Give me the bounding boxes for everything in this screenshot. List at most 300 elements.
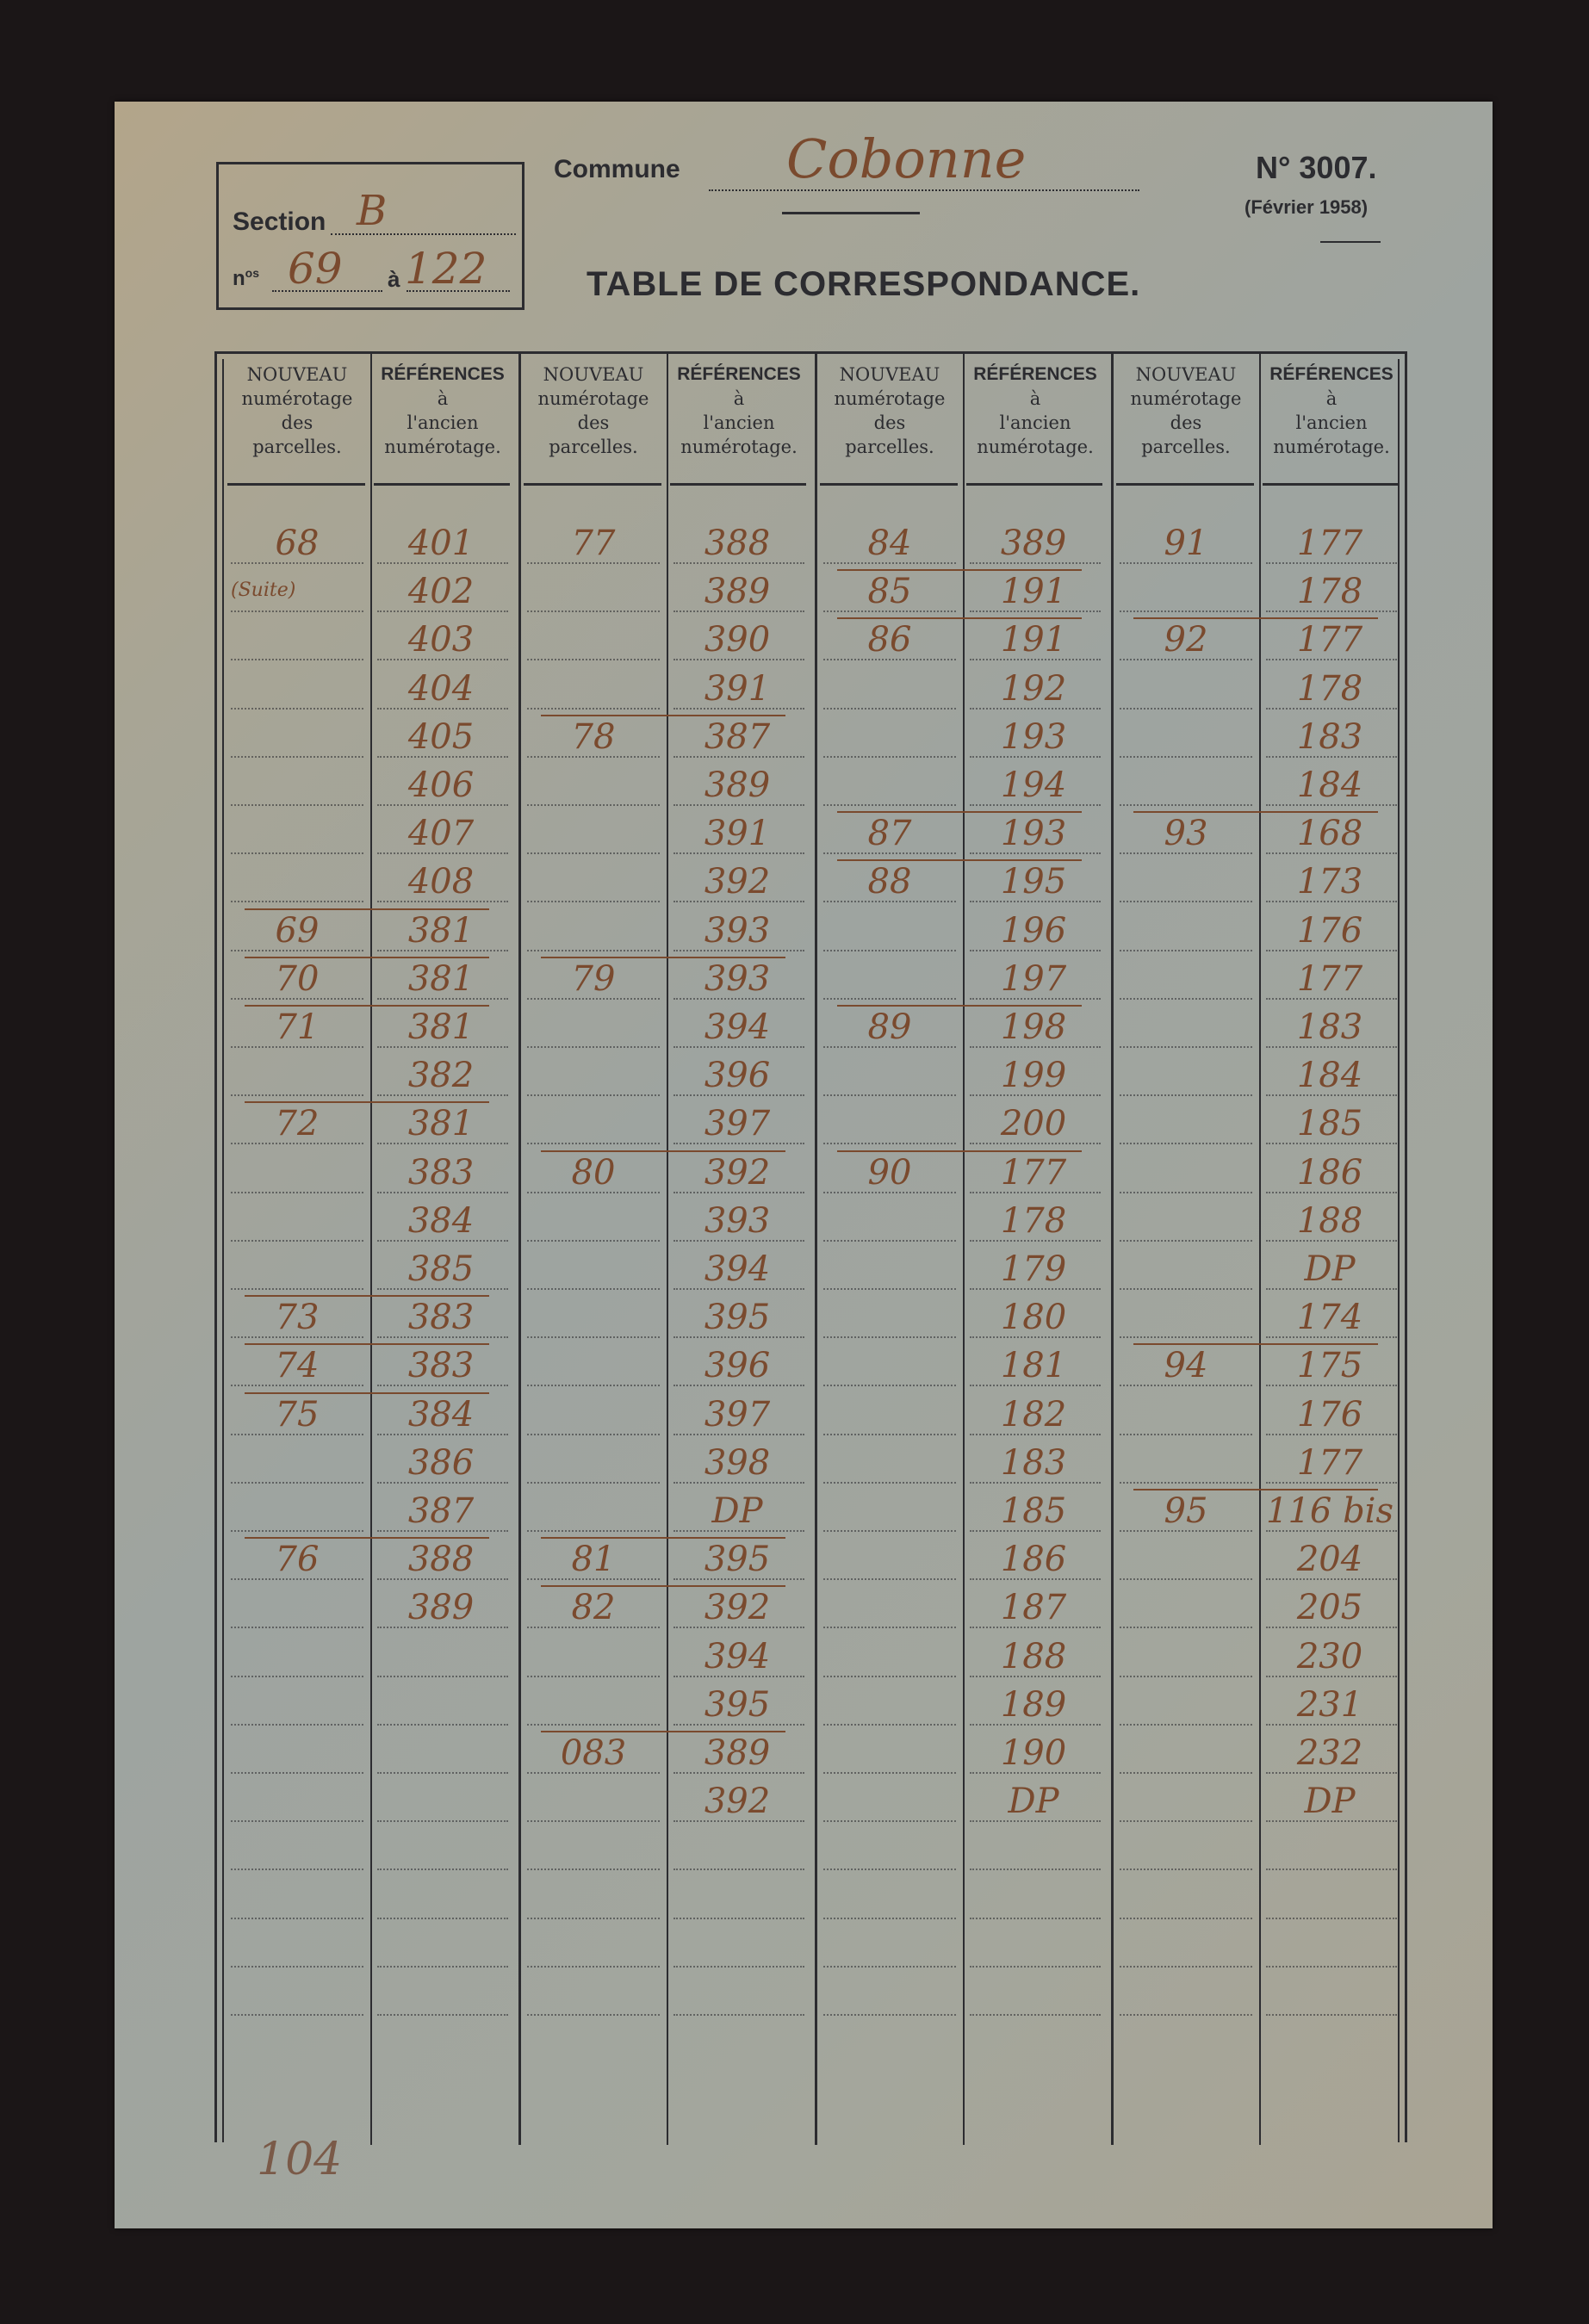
dotted-row-line <box>527 562 660 564</box>
dotted-row-line <box>970 1820 1101 1822</box>
dotted-row-line <box>1266 1966 1397 1968</box>
new-parcel-number: 68 <box>275 524 320 563</box>
dotted-row-line <box>377 659 508 660</box>
old-reference-number: 200 <box>1000 1104 1067 1144</box>
old-reference-number: 389 <box>704 1733 771 1773</box>
dotted-row-line <box>970 1868 1101 1870</box>
header-references-line: numérotage. <box>384 437 501 457</box>
dotted-row-line <box>527 1482 660 1484</box>
old-reference-number: 387 <box>704 716 771 757</box>
dotted-row-line <box>673 852 804 854</box>
old-reference-number: 186 <box>1296 1152 1363 1193</box>
dotted-row-line <box>1266 1336 1397 1338</box>
dotted-row-line <box>970 1482 1101 1484</box>
old-reference-number: 391 <box>704 814 771 854</box>
dotted-row-line <box>970 562 1101 564</box>
dotted-row-line <box>673 1240 804 1242</box>
dotted-row-line <box>1266 852 1397 854</box>
header-nouveau-line: NOUVEAU <box>543 364 644 385</box>
old-reference-number: 389 <box>704 765 771 805</box>
dotted-row-line <box>970 756 1101 758</box>
dotted-row-line <box>231 610 363 612</box>
entry-separator-rule <box>837 859 1082 861</box>
dotted-row-line <box>377 1192 508 1193</box>
dotted-row-line <box>231 562 363 564</box>
dotted-row-line <box>823 1385 956 1386</box>
header-references-line: numérotage. <box>680 437 798 457</box>
column-separator <box>667 354 668 2145</box>
new-parcel-number: 76 <box>275 1540 320 1580</box>
new-parcel-number: 69 <box>275 910 320 951</box>
dotted-row-line <box>231 659 363 660</box>
header-rule <box>820 483 958 486</box>
dotted-row-line <box>231 1676 363 1677</box>
dotted-row-line <box>673 1482 804 1484</box>
dotted-row-line <box>377 610 508 612</box>
dotted-row-line <box>673 1966 804 1968</box>
dotted-row-line <box>527 1192 660 1193</box>
dotted-row-line <box>1266 1627 1397 1628</box>
header-nouveau-line: numérotage <box>1130 388 1242 409</box>
dotted-row-line <box>1266 756 1397 758</box>
dotted-row-line <box>231 1724 363 1726</box>
new-parcel-number: 74 <box>275 1346 320 1386</box>
old-reference-number: 231 <box>1296 1684 1363 1725</box>
old-reference-number: 386 <box>407 1442 475 1483</box>
dotted-row-line <box>823 1143 956 1144</box>
header-rule <box>966 483 1102 486</box>
header-references-line: l'ancien <box>999 412 1071 433</box>
header-nouveau-line: des <box>1170 412 1202 433</box>
dotted-row-line <box>970 1627 1101 1628</box>
form-date: (Février 1958) <box>1245 196 1369 218</box>
header-references-line: à <box>1325 388 1338 409</box>
dotted-row-line <box>823 1868 956 1870</box>
entry-separator-rule <box>541 1585 785 1587</box>
dotted-row-line <box>231 1336 363 1338</box>
old-reference-number: 407 <box>407 814 475 854</box>
dotted-row-line <box>231 1820 363 1822</box>
dotted-row-line <box>1120 610 1252 612</box>
dotted-row-line <box>527 1724 660 1726</box>
dotted-row-line <box>231 2014 363 2016</box>
entry-separator-rule <box>245 1295 489 1297</box>
header-nouveau-line: numérotage <box>241 388 353 409</box>
dotted-row-line <box>1266 804 1397 806</box>
old-reference-number: 397 <box>704 1394 771 1435</box>
old-reference-number: 393 <box>704 910 771 951</box>
dotted-row-line <box>1120 1288 1252 1290</box>
old-reference-number: 387 <box>407 1491 475 1531</box>
entry-separator-rule <box>245 1005 489 1007</box>
dotted-row-line <box>823 1578 956 1580</box>
dotted-row-line <box>823 1192 956 1193</box>
dotted-row-line <box>970 2014 1101 2016</box>
entry-separator-rule <box>541 957 785 958</box>
old-reference-number: 189 <box>1000 1684 1067 1725</box>
dotted-row-line <box>1120 1240 1252 1242</box>
dotted-row-line <box>377 2014 508 2016</box>
old-reference-number: 383 <box>407 1346 475 1386</box>
dotted-row-line <box>823 998 956 1000</box>
new-parcel-number: 083 <box>560 1733 627 1773</box>
header-nouveau-line: NOUVEAU <box>839 364 940 385</box>
dotted-row-line <box>970 852 1101 854</box>
dotted-row-line <box>377 1918 508 1919</box>
old-reference-number: 384 <box>407 1394 475 1435</box>
dotted-row-line <box>377 1530 508 1532</box>
header-references <box>667 363 811 459</box>
old-reference-number: 183 <box>1296 716 1363 757</box>
dotted-row-line <box>1266 1385 1397 1386</box>
entry-separator-rule <box>837 811 1082 813</box>
old-reference-number: 177 <box>1296 1442 1363 1483</box>
dotted-row-line <box>673 1385 804 1386</box>
new-parcel-number: 87 <box>867 814 912 854</box>
dotted-row-line <box>527 1385 660 1386</box>
entry-separator-rule <box>1133 1343 1378 1345</box>
new-parcel-number: 71 <box>275 1007 320 1047</box>
new-parcel-number: 80 <box>571 1152 616 1193</box>
header-rule <box>227 483 365 486</box>
dotted-row-line <box>673 1288 804 1290</box>
column-separator <box>1259 354 1261 2145</box>
dotted-row-line <box>970 1385 1101 1386</box>
dotted-row-line <box>231 756 363 758</box>
dotted-row-line <box>673 1868 804 1870</box>
header-nouveau-line: numérotage <box>834 388 946 409</box>
dotted-row-line <box>527 1868 660 1870</box>
old-reference-number: 397 <box>704 1104 771 1144</box>
nos-to-value: 122 <box>405 244 487 294</box>
old-reference-number: 390 <box>704 620 771 660</box>
header-nouveau-line: des <box>577 412 610 433</box>
old-reference-number: 383 <box>407 1152 475 1193</box>
dotted-row-line <box>970 1918 1101 1919</box>
dotted-row-line <box>823 1966 956 1968</box>
new-parcel-number: 88 <box>867 862 912 902</box>
old-reference-number: 381 <box>407 910 475 951</box>
dotted-row-line <box>823 1336 956 1338</box>
dotted-row-line <box>1120 1530 1252 1532</box>
dotted-row-line <box>823 708 956 710</box>
dotted-row-line <box>1266 1820 1397 1822</box>
new-parcel-number: 78 <box>571 716 616 757</box>
dotted-row-line <box>231 1288 363 1290</box>
dotted-row-line <box>1266 950 1397 951</box>
dotted-row-line <box>673 1046 804 1048</box>
dotted-row-line <box>231 1772 363 1774</box>
dotted-row-line <box>970 1288 1101 1290</box>
dotted-row-line <box>673 804 804 806</box>
old-reference-number: 185 <box>1000 1491 1067 1531</box>
dotted-row-line <box>377 1336 508 1338</box>
dotted-row-line <box>231 1627 363 1628</box>
header-nouveau-line: des <box>281 412 313 433</box>
header-references <box>370 363 515 459</box>
header-references-line: numérotage. <box>977 437 1094 457</box>
nos-label: $n^{os}$ <box>233 266 260 290</box>
new-parcel-number: 85 <box>867 572 912 612</box>
header-nouveau-line: parcelles. <box>1141 437 1231 457</box>
old-reference-number: 406 <box>407 765 475 805</box>
old-reference-number: 186 <box>1000 1540 1067 1580</box>
entry-separator-rule <box>541 1150 785 1152</box>
old-reference-number: 398 <box>704 1442 771 1483</box>
dotted-row-line <box>823 659 956 660</box>
dotted-row-line <box>673 1918 804 1919</box>
dotted-row-line <box>970 804 1101 806</box>
dotted-row-line <box>823 1627 956 1628</box>
old-reference-number: 232 <box>1296 1733 1363 1773</box>
dotted-row-line <box>970 1676 1101 1677</box>
dotted-row-line <box>970 1192 1101 1193</box>
old-reference-number: 205 <box>1296 1588 1363 1628</box>
dotted-row-line <box>1266 1724 1397 1726</box>
new-parcel-number: 94 <box>1164 1346 1208 1386</box>
dotted-row-line <box>1120 1336 1252 1338</box>
old-reference-number: 190 <box>1000 1733 1067 1773</box>
dotted-row-line <box>527 1094 660 1096</box>
dotted-row-line <box>1120 1578 1252 1580</box>
dotted-row-line <box>1266 1288 1397 1290</box>
dotted-row-line <box>377 950 508 951</box>
old-reference-number: 178 <box>1296 572 1363 612</box>
header-nouveau-line: des <box>873 412 906 433</box>
dotted-row-line <box>1266 998 1397 1000</box>
old-reference-number: DP <box>1304 1782 1356 1822</box>
old-reference-number: 402 <box>407 572 475 612</box>
dotted-row-line <box>377 1240 508 1242</box>
header-references-line: l'ancien <box>1295 412 1368 433</box>
old-reference-number: 381 <box>407 958 475 999</box>
old-reference-number: 174 <box>1296 1298 1363 1338</box>
entry-separator-rule <box>245 1101 489 1103</box>
header-references-line: à <box>1029 388 1041 409</box>
header-rule <box>1116 483 1254 486</box>
dotted-row-line <box>231 901 363 902</box>
entry-separator-rule <box>1133 1489 1378 1490</box>
old-reference-number: 395 <box>704 1298 771 1338</box>
dotted-row-line <box>673 1676 804 1677</box>
new-parcel-number: 73 <box>275 1298 320 1338</box>
dotted-row-line <box>823 1530 956 1532</box>
dotted-row-line <box>673 1724 804 1726</box>
group-separator <box>815 354 817 2145</box>
commune-label: Commune <box>554 155 680 183</box>
dotted-row-line <box>527 1772 660 1774</box>
dotted-row-line <box>377 1627 508 1628</box>
entry-separator-rule <box>837 617 1082 619</box>
dotted-row-line <box>970 901 1101 902</box>
dotted-row-line <box>231 1240 363 1242</box>
old-reference-number: 198 <box>1000 1007 1067 1047</box>
dotted-row-line <box>1120 1724 1252 1726</box>
dotted-row-line <box>970 1143 1101 1144</box>
dotted-row-line <box>1120 901 1252 902</box>
dotted-row-line <box>673 610 804 612</box>
dotted-row-line <box>231 1143 363 1144</box>
dotted-row-line <box>1266 1143 1397 1144</box>
old-reference-number: 178 <box>1000 1200 1067 1241</box>
old-reference-number: 389 <box>704 572 771 612</box>
new-parcel-number: 77 <box>571 524 616 563</box>
old-reference-number: 177 <box>1000 1152 1067 1193</box>
dotted-row-line <box>527 1046 660 1048</box>
dotted-row-line <box>377 804 508 806</box>
dotted-row-line <box>1266 659 1397 660</box>
old-reference-number: 388 <box>407 1540 475 1580</box>
dotted-row-line <box>1120 756 1252 758</box>
dotted-row-line <box>377 1578 508 1580</box>
old-reference-number: 184 <box>1296 765 1363 805</box>
header-nouveau-line: parcelles. <box>252 437 342 457</box>
old-reference-number: 394 <box>704 1249 771 1289</box>
dotted-row-line <box>823 950 956 951</box>
page-title: TABLE DE CORRESPONDANCE. <box>587 265 1141 303</box>
old-reference-number: 381 <box>407 1104 475 1144</box>
entry-separator-rule <box>1133 617 1378 619</box>
old-reference-number: 182 <box>1000 1394 1067 1435</box>
dotted-row-line <box>377 1046 508 1048</box>
old-reference-number: 401 <box>407 524 475 563</box>
header-nouveau <box>520 363 667 459</box>
dotted-row-line <box>970 1240 1101 1242</box>
dotted-row-line <box>1120 2014 1252 2016</box>
header-references-line: numérotage. <box>1273 437 1390 457</box>
dotted-row-line <box>1266 2014 1397 2016</box>
old-reference-number: 191 <box>1000 620 1067 660</box>
old-reference-number: 178 <box>1296 668 1363 709</box>
dotted-row-line <box>823 1772 956 1774</box>
dotted-row-line <box>1266 562 1397 564</box>
old-reference-number: DP <box>1008 1782 1059 1822</box>
dotted-row-line <box>527 1578 660 1580</box>
old-reference-number: 382 <box>407 1056 475 1096</box>
dotted-row-line <box>1120 1868 1252 1870</box>
new-parcel-number: 84 <box>867 524 912 563</box>
dotted-row-line <box>823 1094 956 1096</box>
old-reference-number: 183 <box>1000 1442 1067 1483</box>
header-references-line: RÉFÉRENCES <box>677 364 801 384</box>
old-reference-number: 394 <box>704 1007 771 1047</box>
old-reference-number: 196 <box>1000 910 1067 951</box>
dotted-row-line <box>970 1724 1101 1726</box>
dotted-row-line <box>1120 1918 1252 1919</box>
dotted-row-line <box>673 1578 804 1580</box>
dotted-row-line <box>377 1772 508 1774</box>
old-reference-number: 389 <box>407 1588 475 1628</box>
dotted-row-line <box>377 1820 508 1822</box>
header-nouveau-line: numérotage <box>537 388 649 409</box>
old-reference-number: 187 <box>1000 1588 1067 1628</box>
dotted-row-line <box>970 1434 1101 1435</box>
dotted-row-line <box>970 610 1101 612</box>
old-reference-number: 192 <box>1000 668 1067 709</box>
dotted-row-line <box>1266 901 1397 902</box>
old-reference-number: 197 <box>1000 958 1067 999</box>
old-reference-number: 396 <box>704 1056 771 1096</box>
dotted-row-line <box>823 1724 956 1726</box>
old-reference-number: 384 <box>407 1200 475 1241</box>
dotted-row-line <box>377 1966 508 1968</box>
dotted-row-line <box>377 756 508 758</box>
dotted-row-line <box>377 1288 508 1290</box>
new-parcel-number: 86 <box>867 620 912 660</box>
old-reference-number: 391 <box>704 668 771 709</box>
dotted-row-line <box>377 901 508 902</box>
old-reference-number: 173 <box>1296 862 1363 902</box>
old-reference-number: 389 <box>1000 524 1067 563</box>
dotted-row-line <box>823 1240 956 1242</box>
correspondence-table <box>214 351 1407 2142</box>
dotted-row-line <box>377 1724 508 1726</box>
dotted-row-line <box>527 1966 660 1968</box>
dotted-row-line <box>377 998 508 1000</box>
old-reference-number: 404 <box>407 668 475 709</box>
dotted-row-line <box>970 950 1101 951</box>
dotted-row-line <box>673 901 804 902</box>
dotted-row-line <box>527 1288 660 1290</box>
dotted-row-line <box>527 1240 660 1242</box>
dotted-row-line <box>527 708 660 710</box>
dotted-row-line <box>1266 1530 1397 1532</box>
entry-separator-rule <box>245 1343 489 1345</box>
old-reference-number: 230 <box>1296 1636 1363 1676</box>
header-references-line: RÉFÉRENCES <box>973 364 1097 384</box>
dotted-row-line <box>1120 1966 1252 1968</box>
header-nouveau-line: parcelles. <box>549 437 638 457</box>
dotted-row-line <box>231 1918 363 1919</box>
dotted-row-line <box>673 2014 804 2016</box>
dotted-row-line <box>823 1482 956 1484</box>
new-parcel-number: 89 <box>867 1007 912 1047</box>
dotted-row-line <box>1120 950 1252 951</box>
old-reference-number: 383 <box>407 1298 475 1338</box>
dotted-row-line <box>1120 1627 1252 1628</box>
dotted-row-line <box>231 1192 363 1193</box>
new-parcel-number: 72 <box>275 1104 320 1144</box>
old-reference-number: 199 <box>1000 1056 1067 1096</box>
dotted-row-line <box>1120 1192 1252 1193</box>
old-reference-number: 184 <box>1296 1056 1363 1096</box>
header-nouveau <box>816 363 963 459</box>
header-nouveau-line: parcelles. <box>845 437 934 457</box>
dotted-row-line <box>823 1918 956 1919</box>
old-reference-number: 405 <box>407 716 475 757</box>
dotted-row-line <box>377 1143 508 1144</box>
commune-rule <box>782 212 920 214</box>
dotted-row-line <box>823 1676 956 1677</box>
dotted-row-line <box>1266 1676 1397 1677</box>
dotted-row-line <box>1120 804 1252 806</box>
dotted-row-line <box>527 1676 660 1677</box>
dotted-row-line <box>377 1868 508 1870</box>
old-reference-number: 385 <box>407 1249 475 1289</box>
dotted-row-line <box>527 1530 660 1532</box>
dotted-row-line <box>231 1434 363 1435</box>
dotted-row-line <box>377 1094 508 1096</box>
entry-separator-rule <box>1133 811 1378 813</box>
dotted-row-line <box>1120 1094 1252 1096</box>
old-reference-number: 183 <box>1296 1007 1363 1047</box>
dotted-row-line <box>527 950 660 951</box>
new-parcel-number: 82 <box>571 1588 616 1628</box>
old-reference-number: 394 <box>704 1636 771 1676</box>
old-reference-number: 396 <box>704 1346 771 1386</box>
old-reference-number: 388 <box>704 524 771 563</box>
old-reference-number: 175 <box>1296 1346 1363 1386</box>
